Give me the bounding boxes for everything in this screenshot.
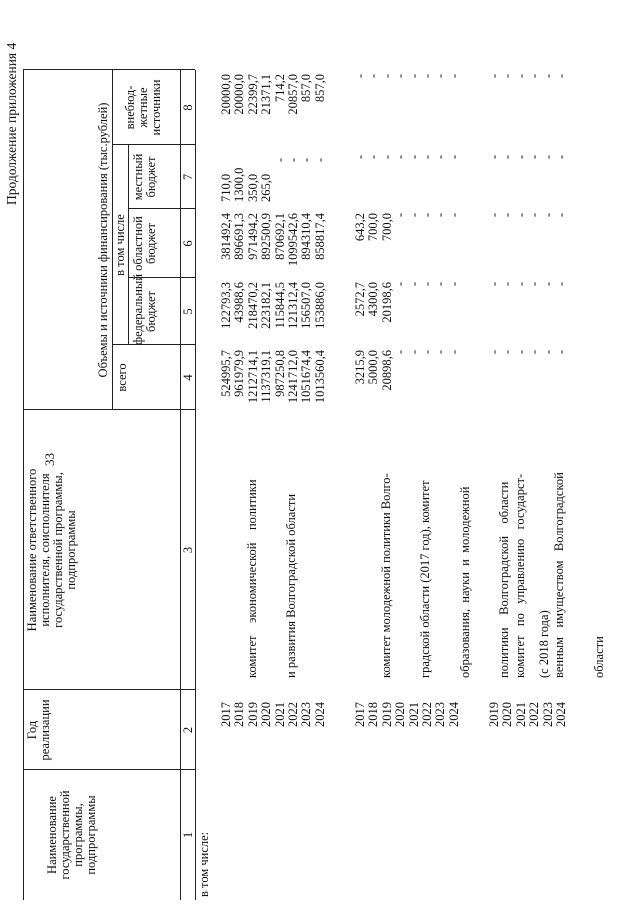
header-including-text: в том числе [113,214,127,276]
header-executor [26,410,78,690]
regional-cell: 858817,4 [312,213,327,260]
federal-cell: - [487,282,501,287]
total-cell: - [500,350,515,355]
col-number-6: 6 [181,240,195,247]
extra-cell: 20000,0 [232,74,247,115]
year-cell: 2021 [272,702,287,727]
regional-cell: - [527,213,542,218]
regional-cell: - [540,213,555,218]
total-cell: 524995,7 [219,350,233,397]
federal-cell: 2572,7 [353,282,367,317]
executor-line: комитет молодежной политики Волго- [379,473,393,678]
regional-cell: - [406,213,421,218]
executor-line: политики Волгоградской области [497,481,512,678]
header-funding-title-text: Объемы и источники финансирования (тыс.рублей) [96,102,110,378]
group-1-regional [220,213,327,278]
extra-cell: 714,2 [272,74,287,103]
total-cell: 1212714,1 [245,350,260,404]
total-cell: - [487,350,501,355]
col-number-5: 5 [181,308,195,315]
extra-cell: - [353,74,367,79]
local-cell: - [419,155,434,160]
local-cell: - [540,155,555,160]
regional-cell: 643,2 [353,213,367,242]
header-funding-title [97,70,110,410]
year-cell: 2024 [446,702,461,727]
group-3-years [488,697,568,727]
extra-cell: - [527,74,542,79]
header-total [116,345,129,410]
regional-cell: 700,0 [366,213,381,242]
header-program [46,770,98,900]
total-cell: - [393,350,408,355]
col-number-7: 7 [181,173,195,181]
local-cell: - [513,155,528,160]
header-year [26,690,52,770]
year-cell: 2022 [285,702,300,727]
year-cell: 2019 [379,702,394,727]
group-2-total [354,350,461,410]
col-number-8: 8 [181,104,195,111]
header-executor-line: Наименование ответственного [25,468,39,632]
table-header-bottom [180,70,181,900]
extra-cell: - [500,74,515,79]
total-cell: - [419,350,434,355]
header-extra-line: источники [149,79,163,136]
local-cell: 710,0 [219,173,233,202]
local-cell: - [446,155,461,160]
regional-cell: 381492,4 [219,213,233,260]
header-executor-line: исполнителя, соисполнителя [38,473,52,627]
total-cell: 987250,8 [272,350,287,397]
header-federal-line: федеральный [131,273,145,345]
group-1-extra [220,74,327,145]
extra-cell: - [513,74,528,79]
executor-line: градской области (2017 год), комитет [418,480,433,678]
header-year-line: реализации [38,699,52,761]
header-federal-line: бюджет [144,291,158,332]
header-extra [124,70,163,145]
header-executor-line: подпрограммы [64,510,78,590]
federal-cell: 218470,2 [245,282,260,329]
extra-cell: - [553,74,568,79]
group-2-local [354,155,461,209]
header-program-line: программы, [71,803,85,867]
header-local-line: местный [131,153,145,201]
header-local [132,145,158,209]
local-cell: - [366,155,381,160]
total-cell: - [433,350,448,355]
federal-cell: - [540,282,555,287]
extra-cell: - [393,74,408,79]
regional-cell: 870692,1 [272,213,287,260]
federal-cell: 4300,0 [366,282,381,317]
extra-cell: 21371,1 [259,74,274,115]
group-1-years [220,697,327,727]
regional-cell: - [553,213,568,218]
regional-cell: - [446,213,461,218]
group-3-federal [488,282,568,345]
executor-line: и развития Волгоградской области [284,493,299,678]
header-program-line: подпрограммы [84,795,98,875]
header-regional-line: областной [131,216,145,271]
regional-cell: - [513,213,528,218]
local-cell: - [553,155,568,160]
year-cell: 2017 [353,702,367,727]
year-cell: 2022 [527,702,542,727]
header-regional-line: бюджет [144,223,158,264]
year-cell: 2017 [219,702,233,727]
group-3-executor [488,416,632,678]
executor-line: комитет по управлению государст- [513,473,527,678]
year-cell: 2023 [433,702,448,727]
local-cell: - [433,155,448,160]
federal-cell: 122793,3 [219,282,233,329]
appendix-note: Продолжение приложения 4 [4,42,19,205]
executor-line: образования, науки и молодежной [457,486,472,678]
including-line [128,145,129,345]
header-total-text: всего [115,363,129,392]
year-cell: 2020 [393,702,408,727]
extra-cell: - [433,74,448,79]
group-3-regional [488,213,568,278]
local-cell: - [379,155,394,160]
extra-cell: - [540,74,555,79]
header-program-line: Наименование [45,796,59,874]
federal-cell: 20198,6 [379,282,394,323]
col-number-4: 4 [181,374,195,381]
group-3-total [488,350,568,410]
federal-cell: - [419,282,434,287]
local-cell: - [527,155,542,160]
local-cell: - [393,155,408,160]
local-cell: - [487,155,501,160]
federal-cell: 43988,6 [232,282,247,323]
executor-line: (с 2018 года) [536,610,551,678]
year-cell: 2020 [259,702,274,727]
federal-cell: 223182,1 [259,282,274,329]
federal-cell: 115844,5 [272,282,287,329]
regional-cell: - [393,213,408,218]
year-cell: 2022 [419,702,434,727]
header-extra-line: внебюд- [123,85,137,130]
local-cell: - [285,158,300,163]
total-cell: - [540,350,555,355]
extra-cell: 857,0 [312,74,327,103]
executor-line: комитет экономической политики [245,479,259,678]
local-cell: 1300,0 [232,167,247,202]
federal-cell: - [513,282,528,287]
year-cell: 2019 [487,702,501,727]
local-cell: - [406,155,421,160]
local-cell: 265,0 [259,173,274,202]
regional-cell: - [500,213,515,218]
page-number-text: 33 [42,453,57,466]
header-executor-line: государственной программы, [51,472,65,628]
federal-cell: - [393,282,408,287]
group-2-years [354,697,461,727]
extra-cell: 20857,0 [285,74,300,115]
federal-cell: - [433,282,448,287]
regional-cell: 700,0 [379,213,394,242]
total-cell: - [406,350,421,355]
year-cell: 2024 [553,702,568,727]
year-cell: 2023 [540,702,555,727]
regional-cell: 892500,9 [259,213,274,260]
header-program-line: государственной [58,790,72,880]
extra-cell: - [406,74,421,79]
header-local-line: бюджет [144,156,158,198]
local-cell: 350,0 [245,173,260,202]
local-cell: - [272,158,287,163]
header-including [114,145,127,345]
year-cell: 2019 [245,702,260,727]
group-1-federal [220,282,327,345]
group-2-federal [354,282,461,345]
regional-cell: 896691,3 [232,213,247,260]
total-cell: 1013560,4 [312,350,327,404]
regional-cell: 1099542,6 [285,213,300,267]
total-cell: - [446,350,461,355]
col-number-1: 1 [181,831,195,839]
extra-cell: - [419,74,434,79]
col-number-3: 3 [181,546,195,554]
federal-cell: 121312,4 [285,282,300,329]
total-cell: 5000,0 [366,350,381,385]
header-regional [132,209,158,278]
col-number-2: 2 [181,726,195,734]
extra-cell: 857,0 [299,74,314,103]
executor-line: венным имуществом Волгоградской [552,472,567,678]
year-cell: 2020 [500,702,515,727]
federal-cell: - [553,282,568,287]
group-2-regional [354,213,461,278]
regional-cell: - [433,213,448,218]
in-that-number-label: в том числе: [197,831,211,897]
group-3-extra [488,74,568,145]
regional-cell: - [487,213,501,218]
federal-cell: 156507,0 [299,282,314,329]
header-year-line: Год [25,720,39,740]
federal-cell: - [500,282,515,287]
extra-cell: 20000,0 [219,74,233,115]
regional-cell: - [419,213,434,218]
regional-cell: 894310,4 [299,213,314,260]
year-cell: 2018 [232,702,247,727]
header-extra-line: жетные [136,87,150,128]
extra-cell: 22399,7 [245,74,260,115]
local-cell: - [353,155,367,160]
group-3-local [488,155,568,209]
local-cell: - [500,155,515,160]
total-cell: 3215,9 [353,350,367,385]
table-numbers-bottom [195,70,196,900]
total-cell: - [513,350,528,355]
total-cell: 20898,6 [379,350,394,391]
total-cell: 1137319,1 [259,350,274,403]
extra-cell: - [446,74,461,79]
extra-cell: - [487,74,501,79]
regional-cell: 971494,2 [245,213,260,260]
year-cell: 2021 [513,702,528,727]
year-cell: 2018 [366,702,381,727]
total-cell: 961979,9 [232,350,247,397]
table-top-border [23,70,24,900]
executor-line: области [591,636,606,678]
group-1-local [220,152,327,202]
extra-cell: - [366,74,381,79]
total-cell: - [553,350,568,355]
total-cell: 1241712,0 [285,350,300,404]
year-cell: 2023 [299,702,314,727]
group-2-extra [354,74,461,145]
group-1-executor [220,416,325,678]
year-cell: 2021 [406,702,421,727]
federal-cell: - [527,282,542,287]
total-cell: 1051674,4 [299,350,314,404]
total-cell: - [527,350,542,355]
federal-cell: - [406,282,421,287]
extra-cell: - [379,74,394,79]
year-cell: 2024 [312,702,327,727]
federal-cell: - [446,282,461,287]
federal-cell: 153886,0 [312,282,327,329]
group-1-total [220,350,327,410]
header-federal [131,273,158,345]
local-cell: - [299,158,314,163]
local-cell: - [312,158,327,163]
